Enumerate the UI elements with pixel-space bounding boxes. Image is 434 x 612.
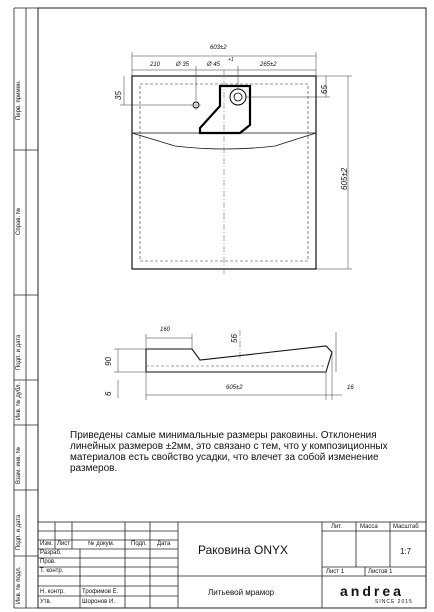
col-list: Лист	[57, 541, 71, 547]
dim-side-base: 6	[104, 391, 113, 396]
brand-logo: andrea	[340, 583, 404, 599]
dim-hole-small: Ø 35	[176, 62, 190, 68]
mass-label: Масса	[360, 524, 378, 530]
dim-side-edge: 16	[347, 385, 354, 391]
stamp-first-use: Перв. примен.	[16, 80, 22, 120]
drain-hole-inner	[234, 93, 242, 101]
col-date: Дата	[157, 541, 171, 547]
dim-left-height: 35	[114, 91, 123, 100]
dim-right-height: 65	[320, 85, 329, 94]
overflow-channel	[200, 86, 250, 133]
top-view	[120, 52, 352, 275]
stamp-reference: Справ. №	[16, 207, 22, 235]
dim-right-offset: 265±2	[260, 62, 277, 68]
row-tkontr: Т. контр.	[40, 568, 64, 574]
drain-hole-large	[230, 89, 246, 105]
dim-side-length: 605±2	[226, 385, 243, 391]
material-label: Литьевой мрамор	[208, 588, 275, 597]
sheet-label: Лист 1	[326, 569, 345, 575]
stamp-orig-inv: Инв. № подл.	[16, 566, 22, 604]
scale-value: 1:7	[400, 547, 412, 556]
row-utv: Утв.	[40, 599, 52, 605]
dim-depth: 605±2	[340, 167, 349, 190]
row-nkontr: Н. контр.	[40, 589, 65, 595]
stamp-sign-date-1: Подп. и дата	[16, 334, 22, 370]
tolerance-note: Приведены самые минимальные размеры раковины. Отклонения линейных размеров ±2мм, это связано с тем, что у композиционных материалов есть свойство усадки, что влечет за собой изменение размеров.	[70, 430, 388, 474]
col-doc: № докум.	[88, 541, 115, 547]
brand-since: SINCE 2015	[375, 599, 413, 605]
product-title: Раковина ONYX	[198, 543, 289, 557]
col-izm: Изм.	[40, 541, 53, 547]
dim-side-slope: 56	[230, 334, 239, 343]
dim-hole-large: Ø 45	[207, 62, 221, 68]
stamp-sign-date-2: Подп. и дата	[16, 514, 22, 550]
nkontr-name: Трофимов Е.	[82, 589, 119, 595]
sheets-label: Листов 1	[368, 569, 393, 575]
dim-hole-large-tol: +1	[228, 57, 234, 63]
row-razrab: Разраб.	[40, 550, 62, 556]
utv-name: Шоронов И.	[82, 599, 115, 605]
lit-label: Лит.	[331, 524, 343, 530]
row-prov: Пров.	[40, 559, 56, 565]
side-profile	[146, 346, 332, 372]
stamp-dup-inv: Инв. № дубл.	[16, 382, 22, 420]
dim-width: 603±2	[210, 45, 227, 51]
scale-label: Масштаб	[393, 524, 419, 530]
dim-side-height: 90	[104, 357, 113, 366]
col-sign: Подп.	[131, 541, 147, 547]
dim-left-offset: 210	[150, 62, 161, 68]
sheet-frame	[38, 8, 426, 608]
dim-side-top-offset: 160	[160, 327, 171, 333]
stamp-swap-inv: Взам. инв. №	[16, 446, 22, 484]
